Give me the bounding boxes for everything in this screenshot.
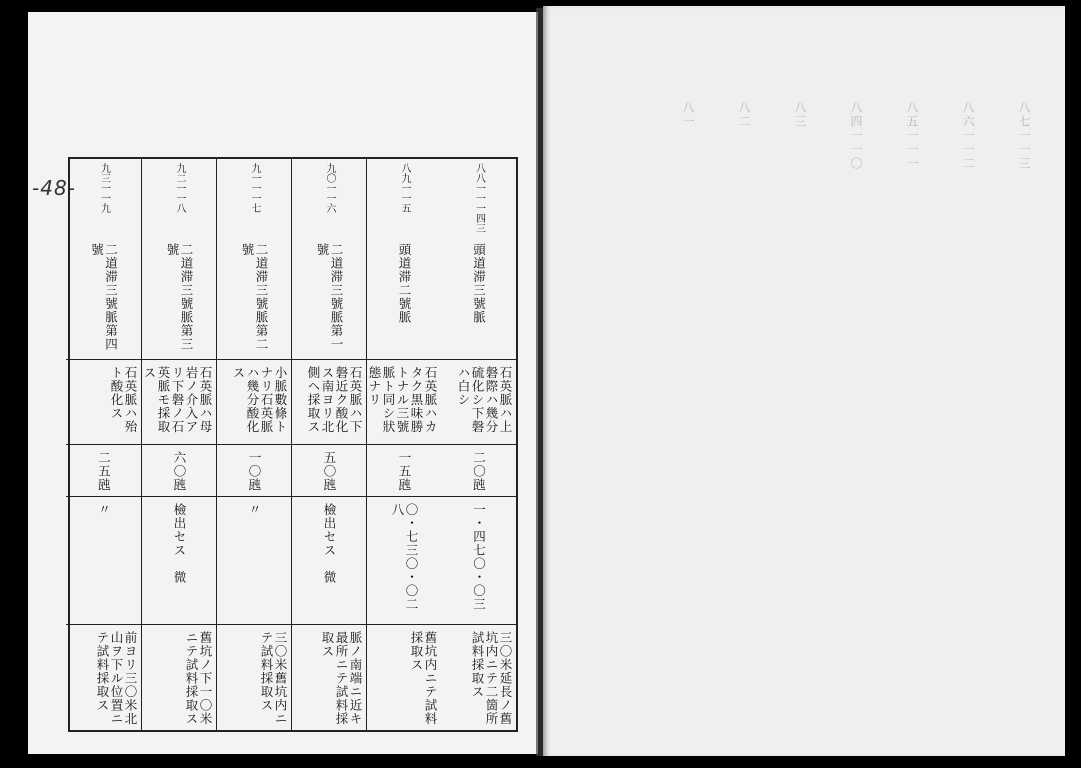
table-cell-assay [142,496,216,624]
table-cell-remarks [441,624,516,734]
table-cell-grade [142,444,216,496]
table-cell-description [292,359,366,444]
vein-location: 二道滞三號脈第四號 [89,243,119,351]
table-cell-location [441,159,516,359]
sample-id: 九一一一七 [249,163,260,213]
cell-grade-text: 一五瓲 [397,451,412,492]
faded-bleedthrough-table [563,101,1043,701]
table-cell-location [142,159,216,359]
faded-column [941,101,987,701]
table-cell-description [142,359,216,444]
cell-remarks-text: 三〇米舊坑内ニテ試料採取ス [259,631,288,726]
right-page [543,6,1065,756]
table-cell-location [292,159,366,359]
table-cell-grade [441,444,516,496]
cell-description-text: 石英脈ハ殆ト酸化ス [109,366,138,434]
table-cell-assay [441,496,516,624]
table-cell-grade [367,444,441,496]
table-cell-remarks [292,624,366,734]
table-column [141,159,216,730]
cell-remarks-text: 舊坑内ニテ試料採取ス [409,631,438,726]
vein-location: 二道滞三號脈第一號 [315,243,344,351]
table-column [66,159,141,730]
table-column [366,159,441,730]
table-cell-remarks [367,624,441,734]
vein-location: 頭道滞二號脈 [397,243,412,324]
table-cell-location [367,159,441,359]
faded-column [717,101,763,701]
table-cell-description [66,359,141,444]
cell-assay-text: 〇・七三〇・〇二八 [390,503,419,611]
faded-column [661,101,707,701]
vein-location: 二道滞三號脈第二號 [240,243,269,351]
vein-location: 二道滞三號脈第三號 [165,243,194,351]
cell-description-text: 小脈數條トナリ石英脈ハ幾分酸化ス [231,366,288,434]
table-column [291,159,366,730]
table-cell-location [217,159,291,359]
cell-grade-text: 六〇瓲 [172,451,187,492]
cell-description-text: 石英脈ハカタク黒味勝トナル三號脈ト同シ狀態ナリ [367,366,438,434]
cell-assay-text: 一・四七〇・〇三 [471,503,487,611]
cell-description-text: 石英脈ハ下磐近ク酸化ス南ヨリ北側ヘ採取ス [306,366,363,434]
cell-assay-text: 〃 [96,503,112,517]
table-cell-assay [367,496,441,624]
page-number: -48- [32,176,76,200]
table-cell-grade [66,444,141,496]
sample-id: 九二一一八 [174,163,185,213]
sample-id: 九〇一一六 [324,163,335,213]
cell-remarks-text: 三〇米延長ノ舊坑内ニテ二箇所試料採取ス [470,631,513,726]
cell-remarks-text: 脈ノ南端ニ近キ最所ニテ試料採取ス [320,631,363,726]
table-cell-grade [217,444,291,496]
sample-id: 九三一一九 [98,163,110,213]
cell-remarks-text: 前ヨリ三〇米北山ヲ下ル位置ニテ試料採取ス [95,631,138,726]
cell-grade-text: 五〇瓲 [322,451,337,492]
table-cell-description [441,359,516,444]
table-cell-description [367,359,441,444]
table-cell-grade [292,444,366,496]
table-cell-remarks [142,624,216,734]
faded-column [773,101,819,701]
cell-grade-text: 二五瓲 [96,451,112,492]
faded-column [829,101,875,701]
table-cell-remarks [217,624,291,734]
table-cell-assay [66,496,141,624]
cell-assay-text: 檢出セス 微 [172,503,187,584]
sample-id: 八八一一一四三 [473,163,485,233]
faded-column-heading: 八五一一一 [905,101,919,171]
faded-column-heading: 八二 [737,101,751,129]
table-cell-remarks [66,624,141,734]
record-table [68,157,518,732]
faded-column-heading: 八一 [681,101,695,129]
cell-grade-text: 一〇瓲 [247,451,262,492]
faded-column-heading: 八六一一二 [961,101,975,171]
cell-assay-text: 檢出セス 微 [322,503,337,584]
cell-grade-text: 二〇瓲 [471,451,487,492]
cell-description-text: 石英脈ハ上磐際ハ幾分硫化シ下磐ハ白シ [456,366,513,434]
cell-description-text: 石英脈ハ母岩ノ介入アリ下磐ノ石英脈モ採取ス [142,366,213,434]
table-column [216,159,291,730]
table-cell-assay [292,496,366,624]
table-column [441,159,516,730]
table-cell-assay [217,496,291,624]
table-cell-description [217,359,291,444]
faded-column-heading: 八四一一〇 [849,101,863,171]
faded-column-heading: 八七一一三 [1017,101,1031,171]
table-cell-location [66,159,141,359]
vein-location: 頭道滞三號脈 [471,243,487,324]
faded-column-heading: 八三 [793,101,807,129]
sample-id: 八九一一五 [399,163,410,213]
cell-remarks-text: 舊坑ノ下一〇米ニテ試料採取ス [184,631,213,726]
left-page [28,12,538,754]
faded-column [885,101,931,701]
cell-assay-text: 〃 [247,503,262,517]
faded-column [997,101,1043,701]
